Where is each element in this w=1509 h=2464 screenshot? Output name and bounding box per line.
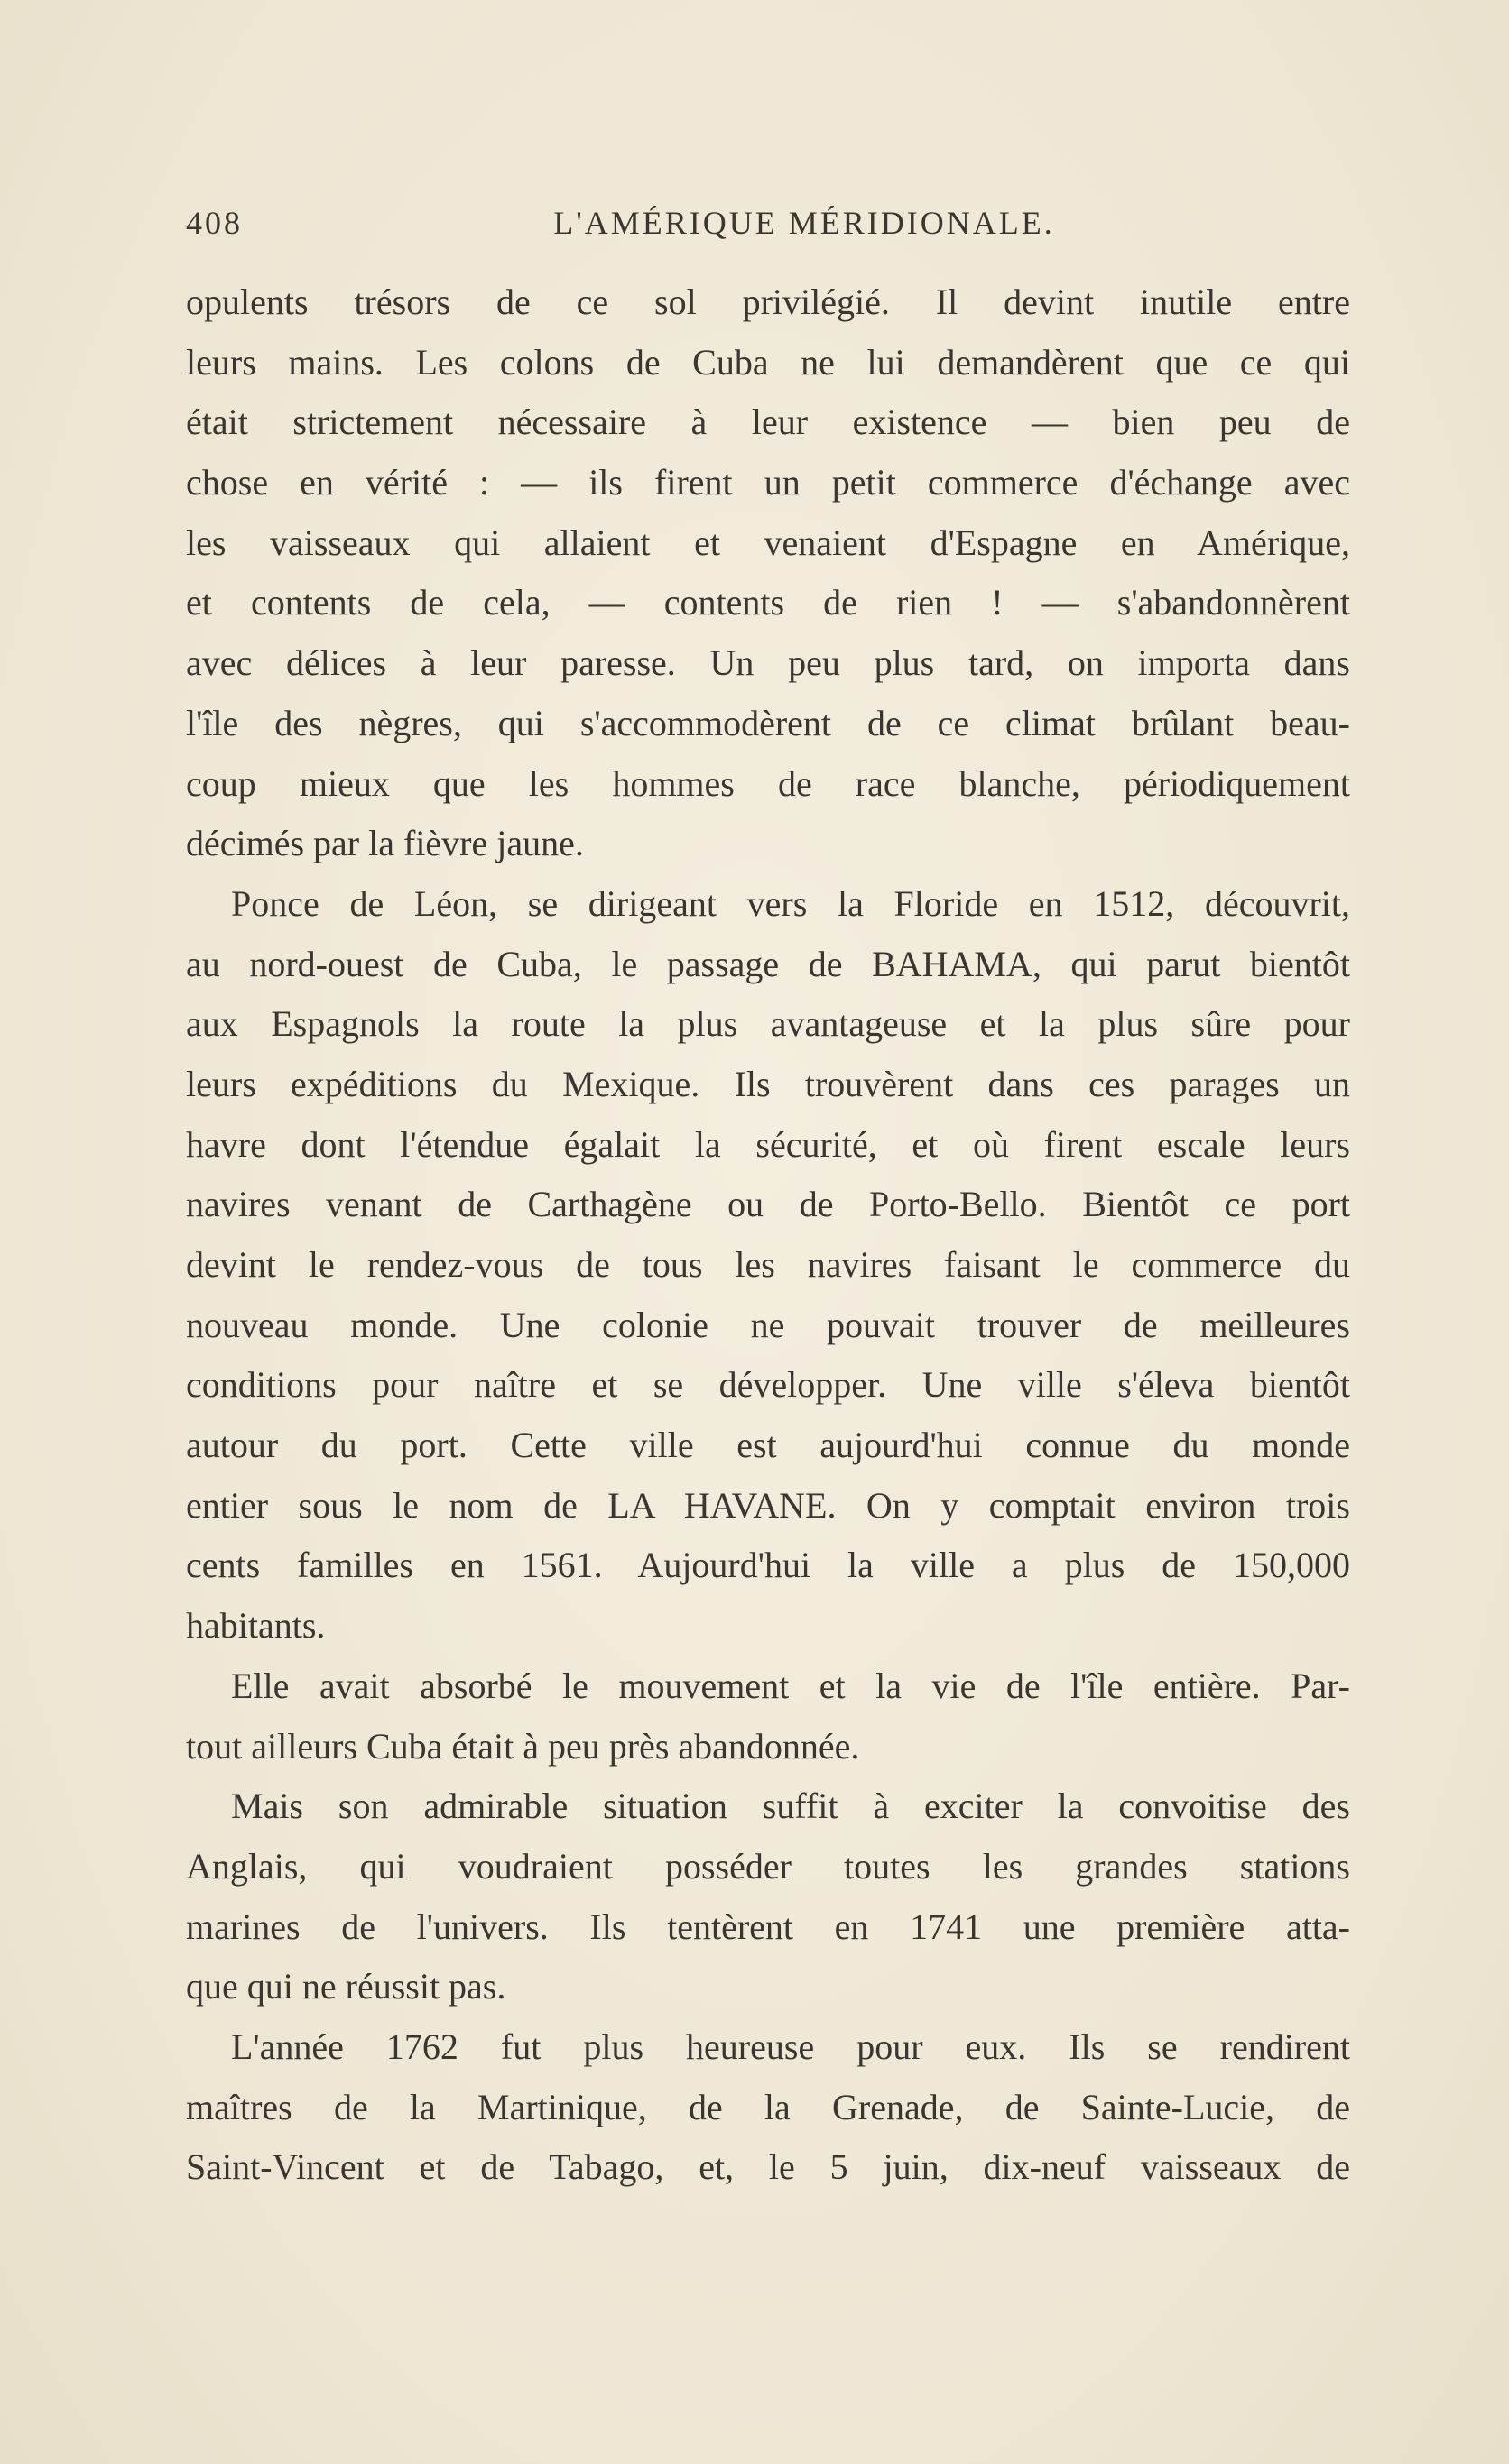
text-line: devint le rendez-vous de tous les navires faisant le commerce du: [186, 1244, 1350, 1285]
text-line: cents familles en 1561. Aujourd'hui la ville a plus de 150,000: [186, 1545, 1350, 1586]
text-line: décimés par la fièvre jaune.: [186, 823, 584, 864]
text-line: leurs mains. Les colons de Cuba ne lui demandèrent que ce qui: [186, 341, 1350, 383]
text-line: maîtres de la Martinique, de la Grenade, de Sainte-Lucie, de: [186, 2086, 1350, 2127]
text-line: aux Espagnols la route la plus avantageuse et la plus sûre pour: [186, 1003, 1350, 1045]
text-line: au nord-ouest de Cuba, le passage de BAHAMA, qui parut bientôt: [186, 943, 1350, 984]
text-line: Elle avait absorbé le mouvement et la vie de l'île entière. Par-: [231, 1665, 1350, 1706]
running-title: L'AMÉRIQUE MÉRIDIONALE.: [553, 205, 1055, 241]
text-line: était strictement nécessaire à leur existence — bien peu de: [186, 401, 1350, 443]
body-text: [186, 272, 1350, 2198]
text-line: coup mieux que les hommes de race blanche, périodiquement: [186, 762, 1350, 804]
text-line: havre dont l'étendue égalait la sécurité, et où firent escale leurs: [186, 1123, 1350, 1165]
text-line: Ponce de Léon, se dirigeant vers la Floride en 1512, découvrit,: [231, 882, 1350, 924]
text-line: Saint-Vincent et de Tabago, et, le 5 juin, dix-neuf vaisseaux de: [186, 2146, 1350, 2188]
text-line: l'île des nègres, qui s'accommodèrent de ce climat brûlant beau-: [186, 702, 1350, 743]
text-line: entier sous le nom de LA HAVANE. On y comptait environ trois: [186, 1484, 1350, 1526]
text-line: opulents trésors de ce sol privilégié. Il devint inutile entre: [186, 281, 1350, 322]
text-line: leurs expéditions du Mexique. Ils trouvèrent dans ces parages un: [186, 1063, 1350, 1104]
text-line: les vaisseaux qui allaient et venaient d'Espagne en Amérique,: [186, 521, 1350, 563]
text-line: tout ailleurs Cuba était à peu près abandonnée.: [186, 1725, 860, 1767]
text-line: chose en vérité : — ils firent un petit commerce d'échange avec: [186, 462, 1350, 503]
text-line: avec délices à leur paresse. Un peu plus tard, on importa dans: [186, 642, 1350, 684]
text-line: et contents de cela, — contents de rien ! — s'abandonnèrent: [186, 582, 1350, 623]
text-line: conditions pour naître et se développer. Une ville s'éleva bientôt: [186, 1364, 1350, 1406]
text-line: marines de l'univers. Ils tentèrent en 1741 une première atta-: [186, 1906, 1350, 1947]
text-line: navires venant de Carthagène ou de Porto-Bello. Bientôt ce port: [186, 1184, 1350, 1225]
text-line: que qui ne réussit pas.: [186, 1966, 506, 2007]
text-line: Mais son admirable situation suffit à exciter la convoitise des: [231, 1786, 1350, 1827]
text-line: habitants.: [186, 1605, 326, 1647]
page-number: 408: [186, 205, 243, 241]
text-line: nouveau monde. Une colonie ne pouvait trouver de meilleures: [186, 1304, 1350, 1345]
text-line: L'année 1762 fut plus heureuse pour eux. Ils se rendirent: [231, 2026, 1350, 2067]
page-header: [186, 204, 1350, 249]
text-line: Anglais, qui voudraient posséder toutes les grandes stations: [186, 1845, 1350, 1887]
text-line: autour du port. Cette ville est aujourd'hui connue du monde: [186, 1425, 1350, 1466]
